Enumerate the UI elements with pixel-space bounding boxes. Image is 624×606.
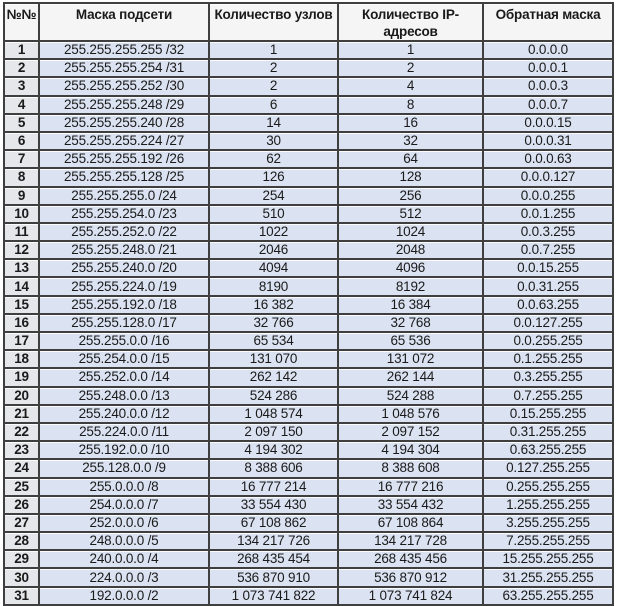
row-number-cell: 14 [4, 277, 39, 295]
ip-count-cell: 8 388 608 [338, 459, 483, 477]
table-row [4, 459, 613, 477]
header-row [4, 3, 613, 41]
wildcard-mask-cell: 7.255.255.255 [483, 532, 613, 550]
table-row [4, 478, 613, 496]
ip-count-cell: 16 384 [338, 296, 483, 314]
ip-count-cell: 262 144 [338, 368, 483, 386]
ip-count-cell: 1 [338, 41, 483, 59]
ip-count-cell: 268 435 456 [338, 550, 483, 568]
subnet-mask-cell: 255.255.240.0 /20 [39, 259, 209, 277]
table-row [4, 532, 613, 550]
row-number-cell: 26 [4, 496, 39, 514]
row-number-cell: 30 [4, 568, 39, 586]
wildcard-mask-cell: 0.1.255.255 [483, 350, 613, 368]
row-number-cell: 23 [4, 441, 39, 459]
col-header-hosts-count: Количество узлов [209, 3, 338, 41]
wildcard-mask-cell: 3.255.255.255 [483, 514, 613, 532]
ip-count-cell: 4 [338, 77, 483, 95]
subnet-mask-cell: 255.255.192.0 /18 [39, 296, 209, 314]
subnet-mask-cell: 255.255.0.0 /16 [39, 332, 209, 350]
subnet-mask-cell: 255.240.0.0 /12 [39, 405, 209, 423]
table-row [4, 150, 613, 168]
wildcard-mask-cell: 0.127.255.255 [483, 459, 613, 477]
row-number-cell: 17 [4, 332, 39, 350]
row-number-cell: 11 [4, 223, 39, 241]
hosts-count-cell: 262 142 [209, 368, 338, 386]
table-row [4, 587, 613, 605]
subnet-mask-table [3, 2, 614, 606]
wildcard-mask-cell: 0.0.0.1 [483, 59, 613, 77]
wildcard-mask-cell: 0.255.255.255 [483, 478, 613, 496]
subnet-reference-table-wrap [3, 2, 612, 606]
subnet-mask-cell: 192.0.0.0 /2 [39, 587, 209, 605]
hosts-count-cell: 16 382 [209, 296, 338, 314]
row-number-cell: 16 [4, 314, 39, 332]
table-row [4, 132, 613, 150]
subnet-mask-cell: 255.248.0.0 /13 [39, 387, 209, 405]
hosts-count-cell: 8 388 606 [209, 459, 338, 477]
col-header-subnet-mask: Маска подсети [39, 3, 209, 41]
table-row [4, 41, 613, 59]
wildcard-mask-cell: 0.31.255.255 [483, 423, 613, 441]
subnet-mask-cell: 255.255.255.252 /30 [39, 77, 209, 95]
row-number-cell: 20 [4, 387, 39, 405]
table-row [4, 387, 613, 405]
hosts-count-cell: 2 097 150 [209, 423, 338, 441]
subnet-mask-cell: 255.255.255.248 /29 [39, 96, 209, 114]
subnet-mask-cell: 255.255.224.0 /19 [39, 277, 209, 295]
table-row [4, 350, 613, 368]
table-row [4, 368, 613, 386]
table-row [4, 514, 613, 532]
wildcard-mask-cell: 0.63.255.255 [483, 441, 613, 459]
subnet-mask-cell: 240.0.0.0 /4 [39, 550, 209, 568]
wildcard-mask-cell: 15.255.255.255 [483, 550, 613, 568]
table-row [4, 187, 613, 205]
table-row [4, 314, 613, 332]
row-number-cell: 7 [4, 150, 39, 168]
wildcard-mask-cell: 0.3.255.255 [483, 368, 613, 386]
subnet-mask-cell: 255.255.255.192 /26 [39, 150, 209, 168]
table-row [4, 77, 613, 95]
ip-count-cell: 32 [338, 132, 483, 150]
table-row [4, 241, 613, 259]
wildcard-mask-cell: 0.0.0.127 [483, 168, 613, 186]
wildcard-mask-cell: 0.0.15.255 [483, 259, 613, 277]
hosts-count-cell: 16 777 214 [209, 478, 338, 496]
row-number-cell: 22 [4, 423, 39, 441]
row-number-cell: 21 [4, 405, 39, 423]
subnet-mask-cell: 252.0.0.0 /6 [39, 514, 209, 532]
subnet-mask-cell: 255.255.255.224 /27 [39, 132, 209, 150]
table-row [4, 568, 613, 586]
ip-count-cell: 16 [338, 114, 483, 132]
hosts-count-cell: 6 [209, 96, 338, 114]
hosts-count-cell: 1 073 741 822 [209, 587, 338, 605]
row-number-cell: 13 [4, 259, 39, 277]
hosts-count-cell: 134 217 726 [209, 532, 338, 550]
ip-count-cell: 33 554 432 [338, 496, 483, 514]
hosts-count-cell: 62 [209, 150, 338, 168]
wildcard-mask-cell: 0.0.0.3 [483, 77, 613, 95]
hosts-count-cell: 126 [209, 168, 338, 186]
subnet-mask-cell: 254.0.0.0 /7 [39, 496, 209, 514]
col-header-ip-count: Количество IP-адресов [338, 3, 483, 41]
table-row [4, 496, 613, 514]
subnet-mask-cell: 255.252.0.0 /14 [39, 368, 209, 386]
row-number-cell: 10 [4, 205, 39, 223]
ip-count-cell: 1 048 576 [338, 405, 483, 423]
hosts-count-cell: 8190 [209, 277, 338, 295]
hosts-count-cell: 254 [209, 187, 338, 205]
subnet-mask-cell: 255.255.255.255 /32 [39, 41, 209, 59]
ip-count-cell: 8192 [338, 277, 483, 295]
col-header-wildcard-mask: Обратная маска [483, 3, 613, 41]
table-row [4, 259, 613, 277]
wildcard-mask-cell: 31.255.255.255 [483, 568, 613, 586]
table-row [4, 59, 613, 77]
subnet-mask-cell: 255.255.255.0 /24 [39, 187, 209, 205]
wildcard-mask-cell: 0.15.255.255 [483, 405, 613, 423]
ip-count-cell: 32 768 [338, 314, 483, 332]
ip-count-cell: 512 [338, 205, 483, 223]
row-number-cell: 18 [4, 350, 39, 368]
row-number-cell: 4 [4, 96, 39, 114]
table-row [4, 296, 613, 314]
row-number-cell: 8 [4, 168, 39, 186]
subnet-mask-cell: 255.254.0.0 /15 [39, 350, 209, 368]
wildcard-mask-cell: 0.0.7.255 [483, 241, 613, 259]
hosts-count-cell: 1 048 574 [209, 405, 338, 423]
ip-count-cell: 2048 [338, 241, 483, 259]
wildcard-mask-cell: 63.255.255.255 [483, 587, 613, 605]
table-row [4, 168, 613, 186]
table-row [4, 114, 613, 132]
subnet-mask-cell: 255.192.0.0 /10 [39, 441, 209, 459]
row-number-cell: 12 [4, 241, 39, 259]
ip-count-cell: 65 536 [338, 332, 483, 350]
subnet-mask-cell: 255.255.254.0 /23 [39, 205, 209, 223]
hosts-count-cell: 1 [209, 41, 338, 59]
row-number-cell: 2 [4, 59, 39, 77]
hosts-count-cell: 2 [209, 59, 338, 77]
subnet-mask-cell: 255.255.248.0 /21 [39, 241, 209, 259]
hosts-count-cell: 2046 [209, 241, 338, 259]
row-number-cell: 9 [4, 187, 39, 205]
ip-count-cell: 131 072 [338, 350, 483, 368]
table-row [4, 277, 613, 295]
hosts-count-cell: 14 [209, 114, 338, 132]
hosts-count-cell: 4 194 302 [209, 441, 338, 459]
hosts-count-cell: 33 554 430 [209, 496, 338, 514]
row-number-cell: 6 [4, 132, 39, 150]
wildcard-mask-cell: 0.0.0.31 [483, 132, 613, 150]
table-row [4, 332, 613, 350]
hosts-count-cell: 30 [209, 132, 338, 150]
hosts-count-cell: 67 108 862 [209, 514, 338, 532]
row-number-cell: 24 [4, 459, 39, 477]
hosts-count-cell: 268 435 454 [209, 550, 338, 568]
table-header [4, 3, 613, 41]
ip-count-cell: 16 777 216 [338, 478, 483, 496]
ip-count-cell: 128 [338, 168, 483, 186]
row-number-cell: 27 [4, 514, 39, 532]
subnet-mask-cell: 255.255.128.0 /17 [39, 314, 209, 332]
wildcard-mask-cell: 0.0.0.7 [483, 96, 613, 114]
col-header-number: №№ [4, 3, 39, 41]
wildcard-mask-cell: 0.0.127.255 [483, 314, 613, 332]
wildcard-mask-cell: 1.255.255.255 [483, 496, 613, 514]
hosts-count-cell: 510 [209, 205, 338, 223]
subnet-mask-cell: 224.0.0.0 /3 [39, 568, 209, 586]
ip-count-cell: 536 870 912 [338, 568, 483, 586]
wildcard-mask-cell: 0.0.0.15 [483, 114, 613, 132]
row-number-cell: 29 [4, 550, 39, 568]
ip-count-cell: 4 194 304 [338, 441, 483, 459]
subnet-mask-cell: 255.0.0.0 /8 [39, 478, 209, 496]
ip-count-cell: 1 073 741 824 [338, 587, 483, 605]
row-number-cell: 15 [4, 296, 39, 314]
ip-count-cell: 1024 [338, 223, 483, 241]
hosts-count-cell: 131 070 [209, 350, 338, 368]
ip-count-cell: 134 217 728 [338, 532, 483, 550]
hosts-count-cell: 65 534 [209, 332, 338, 350]
subnet-mask-cell: 255.255.255.128 /25 [39, 168, 209, 186]
hosts-count-cell: 536 870 910 [209, 568, 338, 586]
ip-count-cell: 524 288 [338, 387, 483, 405]
row-number-cell: 1 [4, 41, 39, 59]
wildcard-mask-cell: 0.0.31.255 [483, 277, 613, 295]
subnet-mask-cell: 255.128.0.0 /9 [39, 459, 209, 477]
row-number-cell: 28 [4, 532, 39, 550]
ip-count-cell: 256 [338, 187, 483, 205]
wildcard-mask-cell: 0.0.63.255 [483, 296, 613, 314]
row-number-cell: 19 [4, 368, 39, 386]
hosts-count-cell: 1022 [209, 223, 338, 241]
table-row [4, 96, 613, 114]
ip-count-cell: 2 097 152 [338, 423, 483, 441]
table-body [4, 41, 613, 605]
table-row [4, 441, 613, 459]
table-row [4, 223, 613, 241]
hosts-count-cell: 2 [209, 77, 338, 95]
table-row [4, 423, 613, 441]
wildcard-mask-cell: 0.0.0.255 [483, 187, 613, 205]
subnet-mask-cell: 248.0.0.0 /5 [39, 532, 209, 550]
ip-count-cell: 4096 [338, 259, 483, 277]
wildcard-mask-cell: 0.0.0.0 [483, 41, 613, 59]
row-number-cell: 5 [4, 114, 39, 132]
wildcard-mask-cell: 0.0.0.63 [483, 150, 613, 168]
table-row [4, 550, 613, 568]
subnet-mask-cell: 255.255.252.0 /22 [39, 223, 209, 241]
wildcard-mask-cell: 0.7.255.255 [483, 387, 613, 405]
wildcard-mask-cell: 0.0.255.255 [483, 332, 613, 350]
hosts-count-cell: 4094 [209, 259, 338, 277]
ip-count-cell: 2 [338, 59, 483, 77]
row-number-cell: 3 [4, 77, 39, 95]
subnet-mask-cell: 255.224.0.0 /11 [39, 423, 209, 441]
ip-count-cell: 67 108 864 [338, 514, 483, 532]
hosts-count-cell: 524 286 [209, 387, 338, 405]
wildcard-mask-cell: 0.0.1.255 [483, 205, 613, 223]
hosts-count-cell: 32 766 [209, 314, 338, 332]
wildcard-mask-cell: 0.0.3.255 [483, 223, 613, 241]
ip-count-cell: 64 [338, 150, 483, 168]
table-row [4, 405, 613, 423]
ip-count-cell: 8 [338, 96, 483, 114]
subnet-mask-cell: 255.255.255.254 /31 [39, 59, 209, 77]
row-number-cell: 25 [4, 478, 39, 496]
table-row [4, 205, 613, 223]
row-number-cell: 31 [4, 587, 39, 605]
subnet-mask-cell: 255.255.255.240 /28 [39, 114, 209, 132]
